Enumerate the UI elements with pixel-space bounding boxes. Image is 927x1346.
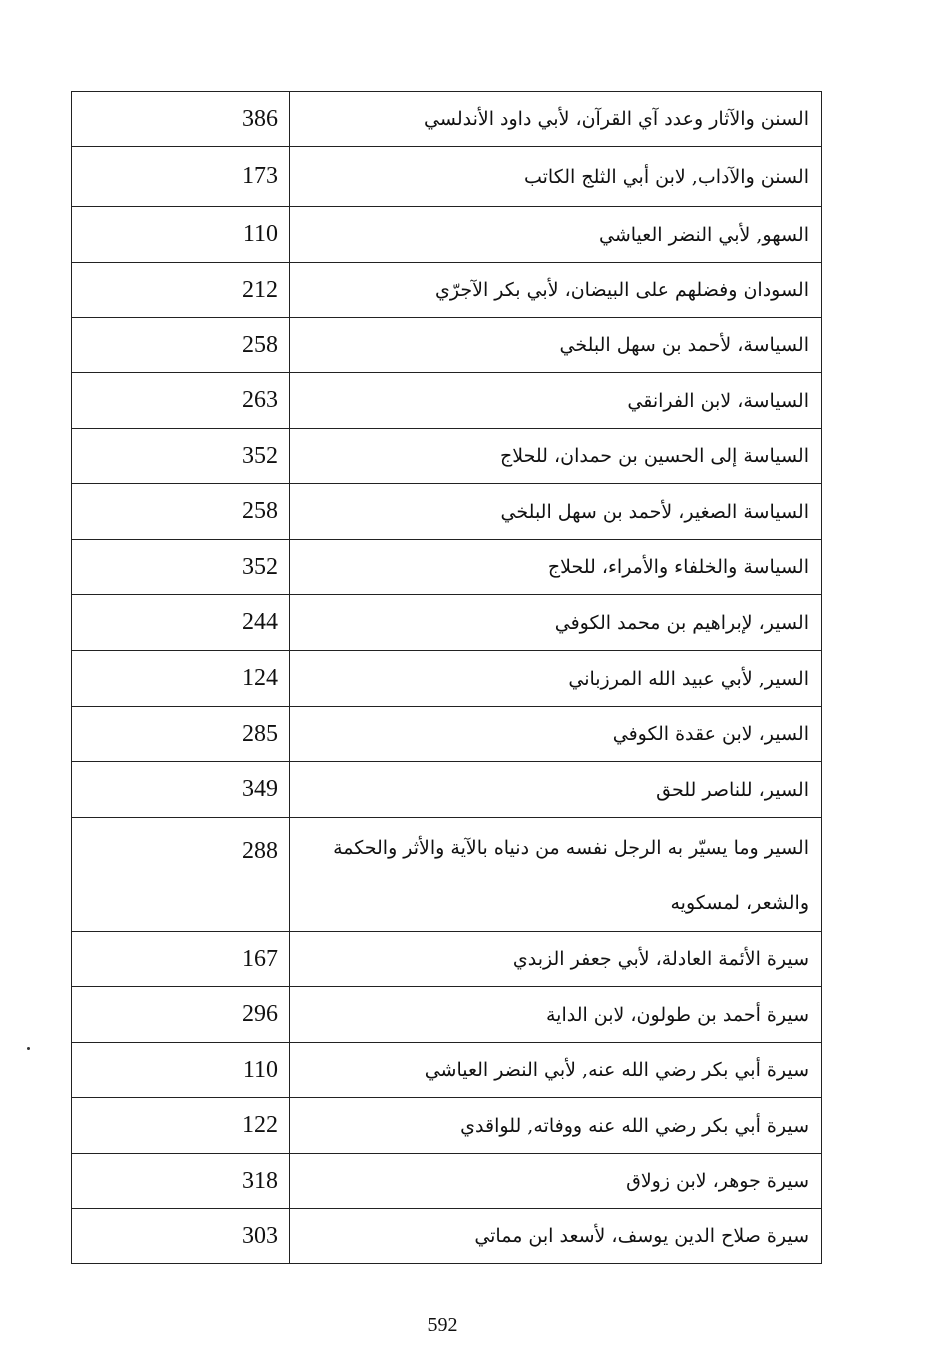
table-row: [72, 1098, 822, 1154]
book-title-cell: سيرة أبي بكر رضي الله عنه ووفاته, للواقدي: [290, 1098, 822, 1154]
page-number-cell: 110: [72, 207, 290, 263]
page-number-cell: 212: [72, 263, 290, 318]
table-row: [72, 595, 822, 651]
page-number-cell: 124: [72, 651, 290, 707]
table-row: [72, 263, 822, 318]
page-number-cell: 349: [72, 762, 290, 818]
page-number-cell: 318: [72, 1154, 290, 1209]
book-title-cell: سيرة الأئمة العادلة، لأبي جعفر الزبدي: [290, 932, 822, 987]
page-number-cell: 288: [72, 818, 290, 932]
book-title-cell: السير، لابن عقدة الكوفي: [290, 707, 822, 762]
book-title-cell: السياسة والخلفاء والأمراء، للحلاج: [290, 540, 822, 595]
table-row: [72, 373, 822, 429]
page-number-cell: 285: [72, 707, 290, 762]
scan-speck: [27, 1047, 30, 1050]
book-title-cell: السنن والآداب, لابن أبي الثلج الكاتب: [290, 147, 822, 207]
book-title-cell: السياسة، لابن الفرانقي: [290, 373, 822, 429]
page-number-cell: 352: [72, 540, 290, 595]
table-row: [72, 1209, 822, 1264]
book-title-cell: السير وما يسيّر به الرجل نفسه من دنياه بالآية والأثر والحكمة والشعر، لمسكويه: [290, 818, 822, 932]
book-title-cell: السياسة، لأحمد بن سهل البلخي: [290, 318, 822, 373]
table-row: [72, 92, 822, 147]
table-row: [72, 484, 822, 540]
page-number-cell: 263: [72, 373, 290, 429]
table-row: [72, 1043, 822, 1098]
book-title-cell: سيرة أبي بكر رضي الله عنه, لأبي النضر العياشي: [290, 1043, 822, 1098]
book-title-cell: السياسة الصغير، لأحمد بن سهل البلخي: [290, 484, 822, 540]
book-title-cell: السودان وفضلهم على البيضان، لأبي بكر الآجرّي: [290, 263, 822, 318]
page-number-cell: 173: [72, 147, 290, 207]
book-title-cell: السنن والآثار وعدد آي القرآن، لأبي داود الأندلسي: [290, 92, 822, 147]
table-row: [72, 147, 822, 207]
page-number-cell: 167: [72, 932, 290, 987]
table-row: [72, 540, 822, 595]
page-number-cell: 296: [72, 987, 290, 1043]
page-number-cell: 122: [72, 1098, 290, 1154]
book-title-cell: سيرة جوهر، لابن زولاق: [290, 1154, 822, 1209]
page-number-cell: 258: [72, 318, 290, 373]
book-title-cell: سيرة صلاح الدين يوسف، لأسعد ابن مماتي: [290, 1209, 822, 1264]
table-row: [72, 207, 822, 263]
table-row: [72, 1154, 822, 1209]
book-title-cell: سيرة أحمد بن طولون، لابن الداية: [290, 987, 822, 1043]
page-number-cell: 244: [72, 595, 290, 651]
page-number-cell: 303: [72, 1209, 290, 1264]
book-title-cell: السير، للناصر للحق: [290, 762, 822, 818]
page-number: 592: [427, 1314, 458, 1336]
page-number-cell: 352: [72, 429, 290, 484]
table-row: [72, 651, 822, 707]
table-row: [72, 762, 822, 818]
table-row: [72, 707, 822, 762]
book-title-cell: السهو, لأبي النضر العياشي: [290, 207, 822, 263]
book-title-cell: السير, لأبي عبيد الله المرزباني: [290, 651, 822, 707]
table-row: [72, 318, 822, 373]
index-table: [71, 91, 822, 1264]
table-row: [72, 932, 822, 987]
book-title-cell: السير، لإبراهيم بن محمد الكوفي: [290, 595, 822, 651]
table-row: [72, 987, 822, 1043]
page-number-cell: 386: [72, 92, 290, 147]
page-number-cell: 258: [72, 484, 290, 540]
table-row: [72, 429, 822, 484]
book-title-cell: السياسة إلى الحسين بن حمدان، للحلاج: [290, 429, 822, 484]
page-number-cell: 110: [72, 1043, 290, 1098]
table-row: [72, 818, 822, 932]
